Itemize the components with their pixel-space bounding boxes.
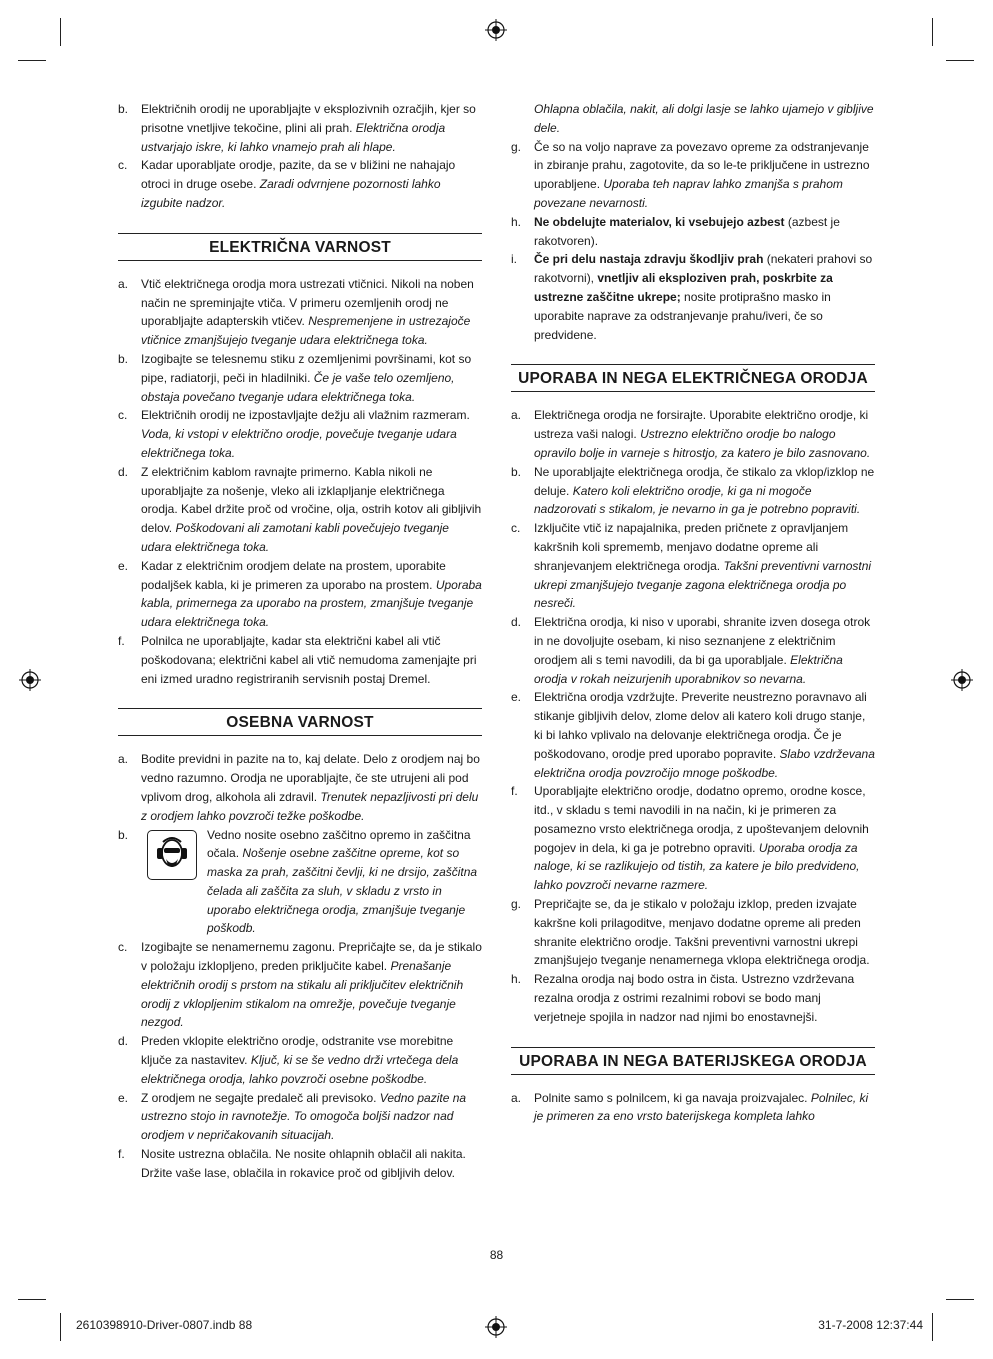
list-item: c. Izogibajte se nenamernemu zagonu. Prepričajte se, da je stikalo v položaju izklopljeno, preden priključite kabel. Prenašanje električnih orodij s prstom na stikalu ali priključitev električnih orodij z vklopljenim stikalom na omrežje, povečuje tveganje nezgod.: [118, 940, 482, 1030]
list-item: h. Rezalna orodja naj bodo ostra in čista. Ustrezno vzdrževana rezalna orodja z ostrimi rezalnimi robovi se bodo manj verjetneje spojila in nadzor nad njimi bo enostavnejši.: [511, 972, 855, 1024]
section-heading-battery-tool-use: UPORABA IN NEGA BATERIJSKEGA ORODJA: [511, 1047, 875, 1075]
list-item: d. Z električnim kablom ravnajte primerno. Kabla nikoli ne uporabljajte za nošenje, vleko ali izklapljanje električnega orodja. Kabel držite proč od vročine, olja, ostrih kotov ali gibljivih delov. Poškodovani ali zamotani kabli povečujejo tveganje udara električnega toka.: [118, 464, 482, 554]
crop-mark: [946, 60, 974, 61]
list-item: f. Nosite ustrezna oblačila. Ne nosite ohlapnih oblačil ali nakita. Držite vaše lase, oblačila in rokavice proč od gibljivih delov.: [118, 1147, 466, 1180]
list-item: e. Z orodjem ne segajte predaleč ali previsoko. Vedno pazite na ustrezno stojo in ravnotežje. To omogoča boljši nadzor nad orodjem v nepričakovanih situacijah.: [118, 1090, 467, 1143]
list-item: b. Električnih orodij ne uporabljajte v eksplozivnih ozračjih, kjer so prisotne vnetljive tekočine, plini ali prah. Električna orodja ustvarjajo iskre, ki lahko vnamejo prah ali hlape.: [118, 102, 476, 154]
list-item: b. Ne uporabljajte električnega orodja, če stikalo za vklop/izklop ne deluje. Katero koli električno orodje, ki ga ni mogoče nadzorovati s stikalom, je nevarno in ga je potrebno popraviti.: [511, 464, 875, 517]
section-heading-power-tool-use: UPORABA IN NEGA ELEKTRIČNEGA ORODJA: [511, 364, 875, 392]
footer-file: 2610398910-Driver-0807.indb 88: [76, 1318, 253, 1332]
registration-mark-icon: [951, 669, 973, 691]
list-item: b. Izogibajte se telesnemu stiku z ozemljenimi površinami, kot so pipe, radiatorji, peči in hladilniki. Če je vaše telo ozemljeno, obstaja povečano tveganje udara električnega toka.: [118, 351, 472, 404]
list-item: f. Polnilca ne uporabljajte, kadar sta električni kabel ali vtič poškodovana; električni kabel ali vtič nemudoma zamenjajte pri eni izmed uradno registriranih servisnih postaj Dremel.: [118, 633, 477, 686]
list-item: a. Polnite samo s polnilcem, ki ga navaja proizvajalec. Polnilec, ki je primeren za eno vrsto baterijskega kompleta lahko: [511, 1090, 869, 1124]
list-item: a. Električnega orodja ne forsirajte. Uporabite električno orodje, ki ustreza vaši nalogi. Ustrezno električno orodje bo nalogo opravilo bolje in varneje s hitrostjo, za katero je bilo zasnovano.: [511, 408, 871, 460]
left-column: [118, 100, 482, 1183]
list-item: d. Električna orodja, ki niso v uporabi, shranite izven dosega otrok in ne dovoljujte osebam, ki niso seznanjene z električnim orodjem ali s temi navodili, da bi ga uporabljale. Električna orodja v rokah neizurjenih uporabnikov so nevarna.: [511, 615, 871, 686]
list-item: Ohlapna oblačila, nakit, ali dolgi lasje se lahko ujamejo v gibljive dele.: [534, 102, 874, 135]
list-item: g. Prepričajte se, da je stikalo v položaju izklop, preden izvajate kakršne koli prilagoditve, menjavo dodatne opreme ali preden shranite električno orodje. Takšni preventivni varnostni ukrepi zmanjšujejo tveganje nenamernega vklopa električnega orodja.: [511, 897, 870, 968]
list-item: c. Izključite vtič iz napajalnika, preden pričnete z opravljanjem kakršnih koli sprememb, menjavo dodatne opreme ali shranjevanjem električnega orodja. Takšni preventivni varnostni ukrepi zmanjšujejo tveganje zagona električnega orodja po nesreči.: [511, 521, 872, 611]
crop-mark: [932, 1313, 933, 1341]
crop-mark: [18, 60, 46, 61]
registration-mark-icon: [19, 669, 41, 691]
list-item: h. Ne obdelujte materialov, ki vsebujejo azbest (azbest je rakotvoren).: [511, 214, 840, 248]
right-column: [511, 100, 875, 1126]
crop-mark: [60, 1313, 61, 1341]
list-item: a. Vtič električnega orodja mora ustrezati vtičnici. Nikoli na noben način ne spreminjajte vtiča. V primeru ozemljenih orodj ne uporabljajte adapterskih vtičev. Nespremenjene in ustrezajoče vtičnice zmanjšujejo tveganje udara električnega toka.: [118, 276, 474, 348]
list-item: b. Vedno nosite osebno zaščitno opremo in zaščitna očala. Nošenje osebne zaščitne opreme, kot so maska za prah, zaščitni čevlji, ki ne drsijo, zaščitna čelada ali zaščita za sluh, v skladu z vrsto in uporabo električnega orodja, zmanjšuje tveganje poškodb.: [118, 827, 478, 936]
list-item: c. Kadar uporabljate orodje, pazite, da se v bližini ne nahajajo otroci in druge osebe. Zaradi odvrnjene pozornosti lahko izgubite nadzor.: [118, 158, 456, 210]
registration-mark-icon: [485, 19, 507, 41]
list-item: e. Električna orodja vzdržujte. Preverite neustrezno poravnavo ali stikanje gibljivih delov, zlome delov ali katero koli drugo stanje, ki bi lahko vplivalo na delovanje električnega orodja. Če je poškodovano, orodje pred uporabo popravite. Slabo vzdrževana električna orodja povzročijo mnoge poškodbe.: [511, 690, 875, 780]
section-heading-personal-safety: OSEBNA VARNOST: [118, 708, 482, 736]
list-item: d. Preden vklopite električno orodje, odstranite vse morebitne ključe za nastavitev. Ključ, ki se še vedno drži vrtečega dela električnega orodja, lahko povzroči osebne poškodbe.: [118, 1034, 459, 1086]
section-heading-electrical-safety: ELEKTRIČNA VARNOST: [118, 233, 482, 261]
crop-mark: [60, 18, 61, 46]
footer-date: 31-7-2008 12:37:44: [818, 1318, 923, 1332]
list-item: i. Če pri delu nastaja zdravju škodljiv prah (nekateri prahovi so rakotvorni), vnetljiv ali eksploziven prah, poskrbite za ustrezne zaščitne ukrepe; nosite protiprašno masko in uporabite naprave za odstranjevanje prahu/iveri, če so predvidene.: [511, 252, 873, 342]
list-item: f. Uporabljajte električno orodje, dodatno opremo, orodne kosce, itd., v skladu s temi navodili in na način, ki je primeren za posamezno vrsto električnega orodja, z upoštevanjem delovnih pogojev in dela, ki ga je potrebno opraviti. Uporaba orodja za naloge, ki se razlikujejo od tistih, za katere je bilo predvideno, lahko povzroči nevarne razmere.: [511, 784, 869, 893]
crop-mark: [946, 1299, 974, 1300]
page-number: 88: [489, 1248, 504, 1262]
protective-gear-icon: [147, 830, 197, 880]
registration-mark-icon: [485, 1316, 507, 1338]
list-item: e. Kadar z električnim orodjem delate na prostem, uporabite podaljšek kabla, ki je primeren za uporabo na prostem. Uporaba kabla, primernega za uporabo na prostem, zmanjšuje tveganje udara električnega toka.: [118, 558, 482, 630]
crop-mark: [932, 18, 933, 46]
crop-mark: [18, 1299, 46, 1300]
list-item: a. Bodite previdni in pazite na to, kaj delate. Delo z orodjem naj bo vedno razumno. Orodja ne uporabljajte, če ste utrujeni ali pod vplivom drog, alkohola ali zdravil. Trenutek nepazljivosti pri delu z orodjem lahko povzroči težke poškodbe.: [118, 752, 480, 823]
list-item: g. Če so na voljo naprave za povezavo opreme za odstranjevanje in zbiranje prahu, zagotovite, da so le-te priključene in ustrezno uporabljene. Uporaba teh naprav lahko zmanjša s prahom povezane nevarnosti.: [511, 139, 870, 210]
list-item: c. Električnih orodij ne izpostavljajte dežju ali vlažnim razmeram. Voda, ki vstopi v električno orodje, povečuje tveganje udara električnega toka.: [118, 408, 470, 460]
